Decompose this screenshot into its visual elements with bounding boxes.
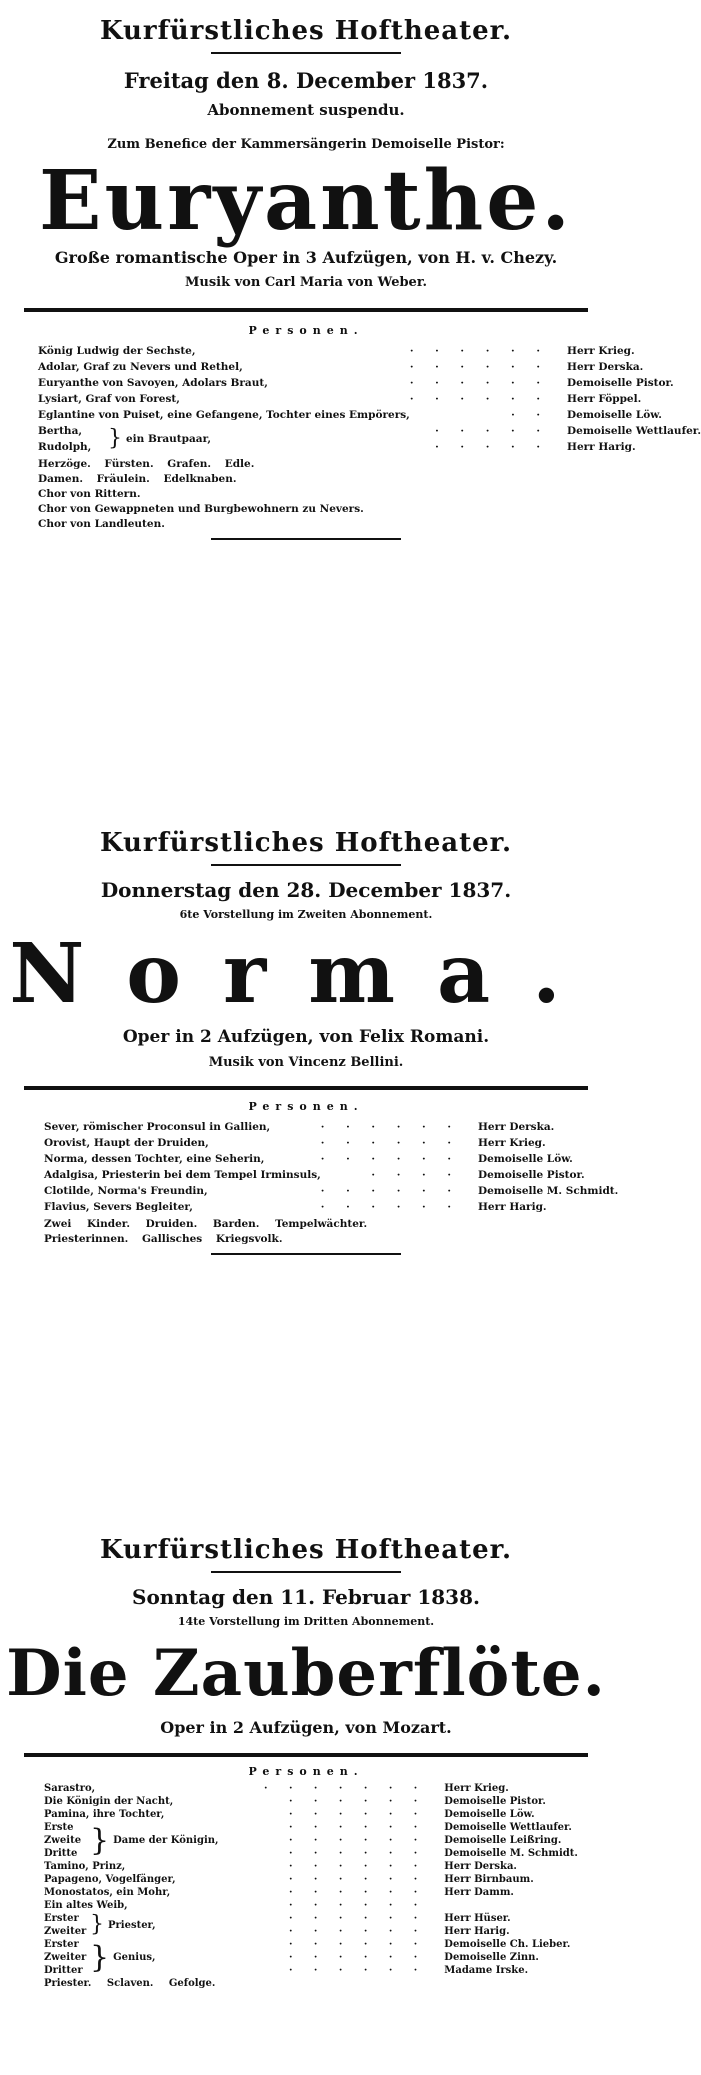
role: Flavius, Severs Begleiter, — [44, 1201, 193, 1213]
table-row: · · · · · · Demoiselle Leißring. — [44, 1834, 578, 1847]
role: Bertha, — [38, 425, 83, 437]
table-row: Tamino, Prinz, · · · · · · Herr Derska. — [44, 1860, 578, 1873]
abonnement-note: Abonnement suspendu. — [207, 101, 405, 119]
actor: Herr Föppel. — [567, 393, 642, 405]
divider — [24, 1753, 588, 1757]
actor: Demoiselle Pistor. — [478, 1169, 585, 1181]
actor: Herr Derska. — [567, 361, 644, 373]
role: Pamina, ihre Tochter, — [44, 1809, 165, 1820]
table-row: Clotilde, Norma's Freundin, · · · · · · Demoiselle M. Schmidt. — [44, 1185, 619, 1197]
table-row: Sarastro, · · · · · · · Herr Krieg. — [44, 1782, 578, 1795]
table-row: König Ludwig der Sechste, · · · · · · Herr Krieg. — [38, 343, 701, 359]
performance-date: Freitag den 8. December 1837. — [123, 68, 489, 93]
actor: Herr Harig. — [444, 1926, 510, 1937]
personen-heading: Personen. — [248, 1100, 364, 1113]
table-row: Sever, römischer Proconsul in Gallien, · · · · · · Herr Derska. — [44, 1119, 618, 1135]
table-row: Orovist, Haupt der Druiden, · · · · · · Herr Krieg. — [44, 1135, 618, 1151]
opera-title: Die Zauberflöte. — [6, 1636, 606, 1711]
genii-note: Genius, — [113, 1952, 156, 1963]
playbill-zauberfloete — [0, 1535, 612, 1990]
extras-list — [44, 1217, 612, 1247]
actor: Herr Damm. — [444, 1887, 514, 1898]
actor: Demoiselle Leißring. — [444, 1835, 562, 1846]
table-row: Adolar, Graf zu Nevers und Rethel, · · · · · · Herr Derska. — [38, 359, 701, 375]
brace: } — [90, 1822, 110, 1858]
table-row: Papageno, Vogelfänger, · · · · · · Herr Birnbaum. — [44, 1873, 578, 1886]
divider — [211, 52, 401, 54]
table-row: Norma, dessen Tochter, eine Seherin, · · · · · · Demoiselle Löw. — [44, 1151, 618, 1167]
actor — [440, 1899, 578, 1912]
divider — [211, 1571, 401, 1573]
list-item: Zwei Kinder. Druiden. Barden. Tempelwächter. — [44, 1218, 368, 1230]
pair-note: ein Brautpaar, — [126, 433, 212, 445]
table-row: Eglantine von Puiset, eine Gefangene, Tochter eines Empörers, · · Demoiselle Löw. — [38, 407, 701, 423]
list-item: Chor von Rittern. — [38, 488, 141, 500]
actor: Herr Birnbaum. — [444, 1874, 534, 1885]
actor: Demoiselle Pistor. — [444, 1796, 546, 1807]
theater-heading: Kurfürstliches Hoftheater. — [99, 828, 513, 858]
divider — [24, 308, 588, 312]
table-row: Ein altes Weib, · · · · · · — [44, 1899, 578, 1912]
role: Tamino, Prinz, — [44, 1861, 126, 1872]
actor: Demoiselle Löw. — [567, 409, 662, 421]
opera-subtitle: Große romantische Oper in 3 Aufzügen, von H. v. Chezy. — [54, 248, 558, 267]
table-row: · · · · · · Herr Harig. — [44, 1925, 578, 1938]
role: Dritte — [44, 1848, 78, 1859]
composer-line: Musik von Carl Maria von Weber. — [184, 275, 428, 290]
personen-heading: Personen. — [248, 324, 364, 337]
list-item: Chor von Gewappneten und Burgbewohnern zu Nevers. — [38, 503, 364, 515]
performance-date: Sonntag den 11. Februar 1838. — [132, 1585, 480, 1609]
role: Papageno, Vogelfänger, — [44, 1874, 176, 1885]
theater-heading: Kurfürstliches Hoftheater. — [99, 16, 513, 46]
role: Sever, römischer Proconsul in Gallien, — [44, 1121, 271, 1133]
table-row: Euryanthe von Savoyen, Adolars Braut, · · · · · · Demoiselle Pistor. — [38, 375, 701, 391]
list-item: Priester. Sclaven. Gefolge. — [44, 1978, 216, 1989]
role: Lysiart, Graf von Forest, — [38, 393, 180, 405]
personen-heading: Personen. — [248, 1765, 364, 1778]
role: Erste — [44, 1822, 74, 1833]
actor: Herr Krieg. — [478, 1137, 546, 1149]
role: Clotilde, Norma's Freundin, — [44, 1185, 208, 1197]
opera-title: Norma. — [9, 926, 603, 1022]
table-row: · · · · · Herr Harig. — [38, 439, 701, 455]
role: Rudolph, — [38, 441, 92, 453]
table-row: Monostatos, ein Mohr, · · · · · · Herr Damm. — [44, 1886, 578, 1899]
role: Ein altes Weib, — [44, 1900, 128, 1911]
benefit-line: Zum Benefice der Kammersängerin Demoiselle Pistor: — [107, 137, 505, 152]
performance-date: Donnerstag den 28. December 1837. — [100, 878, 512, 902]
extras-list — [38, 457, 612, 532]
list-item: Herzöge. Fürsten. Grafen. Edle. — [38, 458, 255, 470]
actor: Herr Hüser. — [444, 1913, 511, 1924]
table-row: · · · · · · Madame Irske. — [44, 1964, 578, 1977]
table-row: Erste Zweite Dritte } Dame der Königin, · · · · · · Demoiselle Wettlaufer. — [44, 1821, 578, 1834]
divider — [211, 538, 401, 540]
priests-note: Priester, — [108, 1919, 156, 1931]
extras-list — [44, 1977, 612, 1990]
cast-table — [38, 343, 701, 455]
composer-line: Musik von Vincenz Bellini. — [208, 1055, 404, 1070]
table-row: Flavius, Severs Begleiter, · · · · · · Herr Harig. — [44, 1199, 618, 1215]
role: Adolar, Graf zu Nevers und Rethel, — [38, 361, 243, 373]
role: König Ludwig der Sechste, — [38, 345, 196, 357]
divider — [211, 864, 401, 866]
actor: Demoiselle Ch. Lieber. — [444, 1939, 571, 1950]
table-row: Erster Zweiter Dritter } Genius, · · · · · · Demoiselle Ch. Lieber. — [44, 1938, 578, 1951]
actor: Madame Irske. — [444, 1965, 529, 1976]
role: Erster — [44, 1939, 79, 1950]
opera-title: Euryanthe. — [39, 153, 573, 249]
table-row: · · · · · · Demoiselle M. Schmidt. — [288, 1848, 578, 1859]
theater-heading: Kurfürstliches Hoftheater. — [99, 1535, 513, 1565]
role: Erster — [44, 1913, 79, 1924]
opera-subtitle: Oper in 2 Aufzügen, von Mozart. — [160, 1718, 452, 1737]
list-item: Chor von Landleuten. — [38, 518, 165, 530]
table-row: · · · · · · Demoiselle Zinn. — [44, 1951, 578, 1964]
abonnement-note: 14te Vorstellung im Dritten Abonnement. — [177, 1615, 435, 1628]
actor: Herr Derska. — [444, 1861, 517, 1872]
cast-table — [44, 1782, 578, 1977]
role: Zweiter — [44, 1926, 87, 1937]
actor: Herr Krieg. — [567, 345, 635, 357]
actor: Demoiselle Wettlaufer. — [444, 1822, 572, 1833]
actor: Demoiselle Löw. — [478, 1153, 573, 1165]
role: Zweiter — [44, 1952, 87, 1963]
table-row: Erster Zweiter } Priester, · · · · · · Herr Hüser. — [44, 1912, 578, 1925]
abonnement-note: 6te Vorstellung im Zweiten Abonnement. — [179, 908, 433, 921]
list-item: Priesterinnen. Gallisches Kriegsvolk. — [44, 1233, 283, 1245]
actor: Demoiselle M. Schmidt. — [478, 1185, 619, 1197]
table-row: Lysiart, Graf von Forest, · · · · · · Herr Föppel. — [38, 391, 701, 407]
divider — [24, 1086, 588, 1090]
actor: Herr Harig. — [478, 1201, 547, 1213]
table-row: Pamina, ihre Tochter, · · · · · · Demoiselle Löw. — [44, 1808, 578, 1821]
role: Orovist, Haupt der Druiden, — [44, 1137, 209, 1149]
table-row: Adalgisa, Priesterin bei dem Tempel Irminsuls, · · · · Demoiselle Pistor. — [44, 1167, 618, 1183]
role: Norma, dessen Tochter, eine Seherin, — [44, 1153, 265, 1165]
list-item: Damen. Fräulein. Edelknaben. — [38, 473, 237, 485]
role: Eglantine von Puiset, eine Gefangene, Tochter eines Empörers, — [38, 409, 410, 421]
opera-subtitle: Oper in 2 Aufzügen, von Felix Romani. — [122, 1027, 490, 1047]
actor: Herr Derska. — [478, 1121, 555, 1133]
ladies-note: Dame der Königin, — [113, 1835, 219, 1846]
role: Sarastro, — [44, 1783, 96, 1794]
actor: Herr Krieg. — [444, 1783, 509, 1794]
actor: Herr Harig. — [567, 441, 636, 453]
role: Dritter — [44, 1965, 83, 1976]
actor: Demoiselle Pistor. — [567, 377, 674, 389]
playbill-euryanthe — [0, 0, 701, 540]
actor: Demoiselle Zinn. — [444, 1952, 539, 1963]
brace: } — [90, 1939, 110, 1975]
playbill-norma — [0, 828, 619, 1255]
actor: Demoiselle Wettlaufer. — [567, 425, 701, 437]
brace: } — [90, 1912, 104, 1937]
brace: } — [108, 426, 122, 451]
role: Adalgisa, Priesterin bei dem Tempel Irminsuls, — [44, 1169, 321, 1181]
divider — [211, 1253, 401, 1255]
role: Monostatos, ein Mohr, — [44, 1887, 171, 1898]
cast-table — [44, 1119, 618, 1215]
role: Zweite — [44, 1835, 82, 1846]
table-row: Bertha, Rudolph, } ein Brautpaar, · · · · · Demoiselle Wettlaufer. — [38, 425, 701, 453]
role: Die Königin der Nacht, — [44, 1796, 174, 1807]
actor: Demoiselle Löw. — [444, 1809, 535, 1820]
actor: Demoiselle M. Schmidt. — [444, 1848, 578, 1859]
role: Euryanthe von Savoyen, Adolars Braut, — [38, 377, 268, 389]
table-row: Die Königin der Nacht, · · · · · · Demoiselle Pistor. — [44, 1795, 578, 1808]
